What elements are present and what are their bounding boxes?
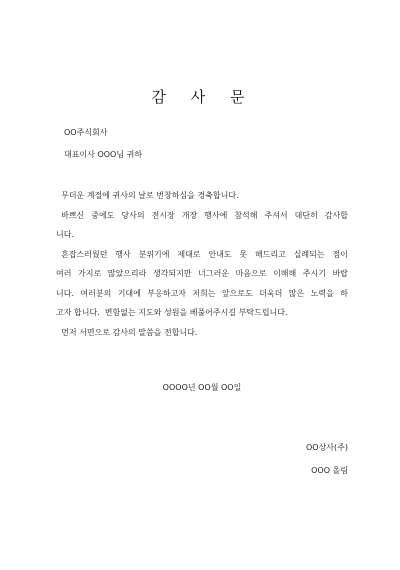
recipient-company: OO주식회사 — [64, 128, 108, 137]
body-line: 먼저 서면으로 감사의 말씀을 전합니다. — [56, 327, 198, 337]
letter-body — [56, 186, 348, 342]
body-line: 여러 가지로 많았으리라 생각되지만 너그러운 마음으로 이해해 주시기 바랍 — [56, 269, 348, 278]
letter-date: OOOO년 OO월 OO일 — [162, 383, 242, 392]
body-line: 바쁘신 중에도 당사의 전시장 개장 행사에 참석해 주셔서 대단히 감사합 — [56, 210, 348, 220]
document-title: 감 사 문 — [151, 88, 255, 106]
recipient-person: 대표이사 OOO님 귀하 — [64, 150, 143, 159]
sender-signature: OOO 올림 — [311, 466, 348, 475]
body-line: 니다. 여러분의 기대에 부응하고자 저희는 앞으로도 더욱더 많은 노력을 하 — [56, 288, 348, 298]
sender-company: OO상사(주) — [305, 443, 348, 452]
body-line: 혼잡스러웠던 행사 분위기에 제대로 안내도 못 해드리고 실례되는 점이 — [56, 249, 348, 259]
body-line: 고자 합니다. 변함없는 지도와 성원을 베풀어주시길 부탁드립니다. — [56, 308, 288, 317]
body-line: 무더운 계절에 귀사의 날로 번창하심을 경축합니다. — [56, 191, 239, 200]
body-line: 니다. — [56, 230, 74, 239]
